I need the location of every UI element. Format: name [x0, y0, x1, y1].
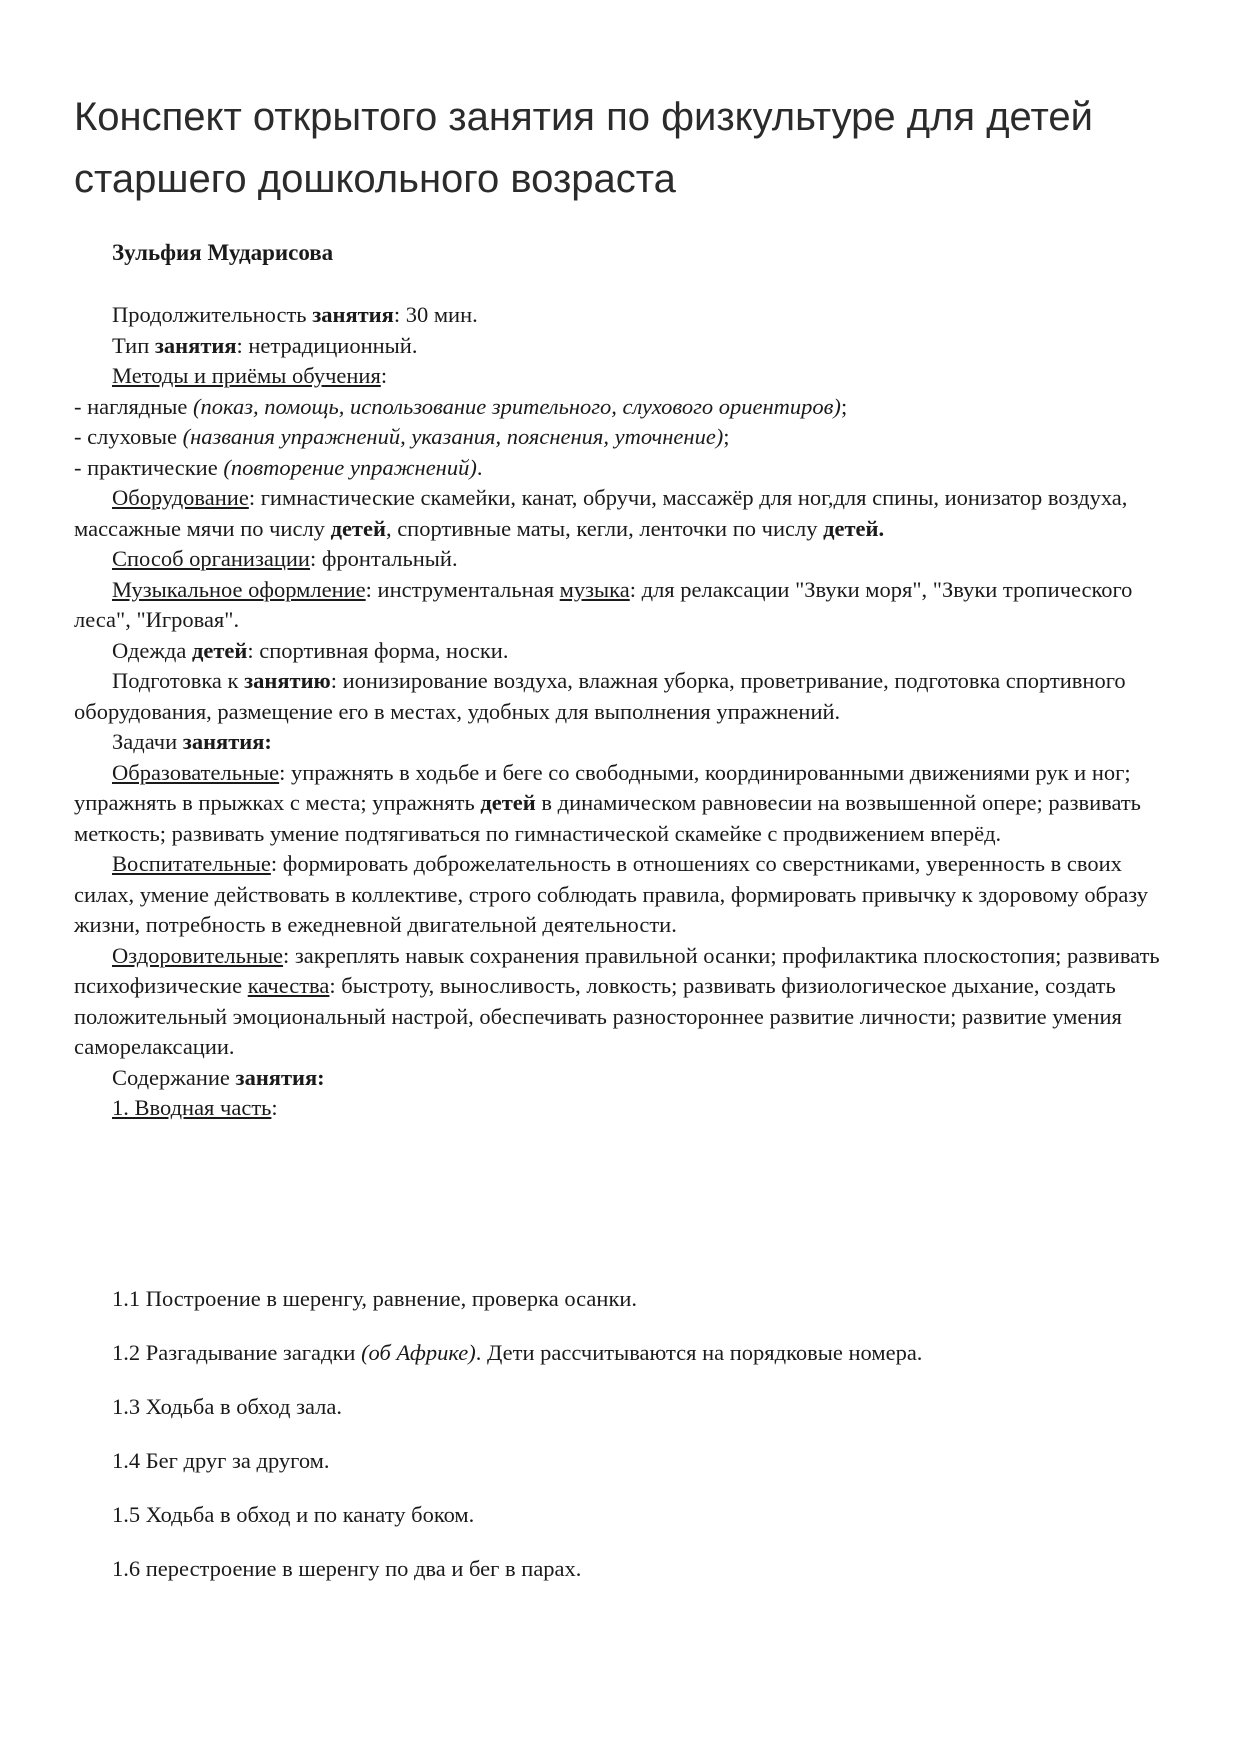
- list-item: 1.2 Разгадывание загадки (об Африке). Дети рассчитываются на порядковые номера.: [112, 1340, 923, 1365]
- tasks-upbringing: Воспитательные: формировать доброжелательность в отношениях со сверстниками, уверенность в своих силах, умение действовать в коллективе, строго соблюдать правила, формировать привычку к здоровому образу жизни, потребность в ежедневной двигательной деятельности.: [74, 851, 1148, 937]
- methods-practical: - практические (повторение упражнений).: [74, 454, 483, 480]
- section-intro-heading: 1. Вводная часть:: [112, 1095, 278, 1120]
- clothing-line: Одежда детей: спортивная форма, носки.: [112, 637, 509, 663]
- methods-visual: - наглядные (показ, помощь, использование зрительного, слухового ориентиров);: [74, 393, 848, 419]
- content-heading: Содержание занятия:: [112, 1064, 325, 1090]
- methods-heading: Методы и приёмы обучения:: [112, 363, 388, 388]
- document-body: [74, 300, 1184, 1124]
- music-paragraph: Музыкальное оформление: инструментальная музыка: для релаксации "Звуки моря", "Звуки тропического леса", "Игровая".: [74, 576, 1133, 632]
- document-title: Конспект открытого занятия по физкультуре для детей старшего дошкольного возраста: [74, 95, 1093, 201]
- preparation-paragraph: Подготовка к занятию: ионизирование воздуха, влажная уборка, проветривание, подготовка спортивного оборудования, размещение его в местах, удобных для выполнения упражнений.: [74, 668, 1126, 724]
- methods-auditory: - слуховые (названия упражнений, указания, пояснения, уточнение);: [74, 424, 730, 449]
- list-item: 1.4 Бег друг за другом.: [112, 1448, 330, 1473]
- list-item: 1.6 перестроение в шеренгу по два и бег в парах.: [112, 1556, 582, 1581]
- duration-line: Продолжительность занятия: 30 мин.: [112, 302, 478, 327]
- tasks-health: Оздоровительные: закреплять навык сохранения правильной осанки; профилактика плоскостопия; развивать психофизические качества: быстроту, выносливость, ловкость; развивать физиологическое дыхание, создать положительный эмоциональный настрой, обеспечивать разностороннее развитие личности; развитие умения саморелаксации.: [74, 942, 1160, 1059]
- type-line: Тип занятия: нетрадиционный.: [112, 332, 418, 358]
- list-item: 1.3 Ходьба в обход зала.: [112, 1394, 343, 1419]
- list-item: 1.1 Построение в шеренгу, равнение, проверка осанки.: [112, 1286, 638, 1311]
- intro-items-list: [112, 1284, 1182, 1608]
- tasks-heading: Задачи занятия:: [112, 729, 272, 754]
- list-item: 1.5 Ходьба в обход и по канату боком.: [112, 1502, 475, 1527]
- author-name: Зульфия Мударисова: [112, 240, 334, 265]
- equipment-paragraph: Оборудование: гимнастические скамейки, канат, обручи, массажёр для ног,для спины, ионизатор воздуха, массажные мячи по числу детей, спортивные маты, кегли, ленточки по числу детей.: [74, 485, 1128, 541]
- tasks-educational: Образовательные: упражнять в ходьбе и беге со свободными, координированными движениями рук и ног; упражнять в прыжках с места; упражнять детей в динамическом равновесии на возвышенной опере; развивать меткость; развивать умение подтягиваться по гимнастической скамейке с продвижением вперёд.: [74, 759, 1141, 846]
- organization-line: Способ организации: фронтальный.: [112, 546, 458, 571]
